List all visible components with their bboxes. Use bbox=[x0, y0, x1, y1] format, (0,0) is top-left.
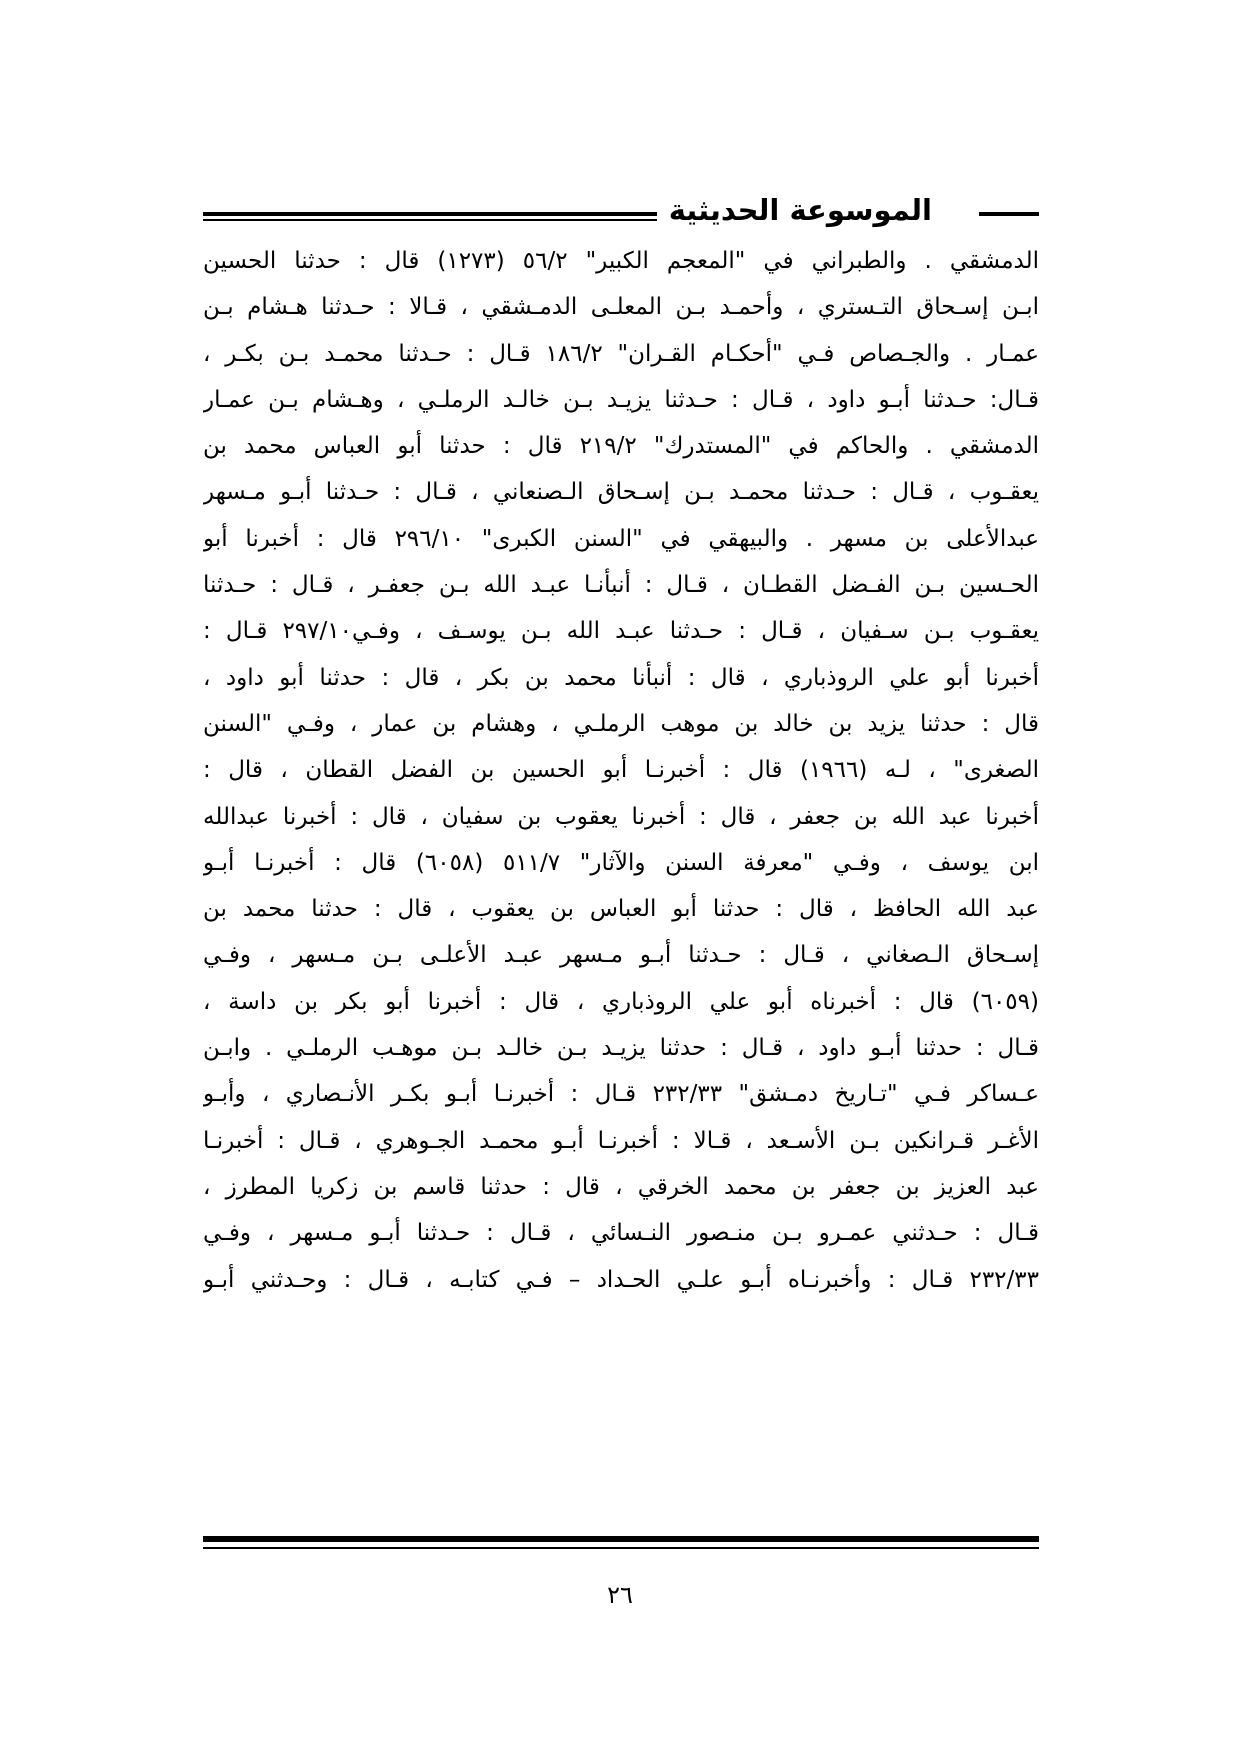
page-number: ٢٦ bbox=[607, 1581, 633, 1609]
text-line-21: عبد العزيز بن جعفر بن محمد الخرقي ، قال : حدثنا قاسم بن زكريا المطرز ، bbox=[203, 1173, 1039, 1200]
running-header-title: الموسوعة الحديثية bbox=[657, 190, 944, 230]
body-text bbox=[203, 238, 1039, 1303]
text-line-2: ابـن إسـحاق التـستري ، وأحمـد بـن المعلـى الدمـشقي ، قـالا : حـدثنا هـشام بـن bbox=[203, 294, 1039, 321]
text-line-10: أخبرنا أبو علي الروذباري ، قال : أنبأنا محمد بن بكر ، قال : حدثنا أبو داود ، bbox=[203, 664, 1039, 691]
header-rule-left-thin bbox=[203, 219, 674, 221]
text-line-12: الصغرى" ، لـه (١٩٦٦) قال : أخبرنـا أبو الحسين بن الفضل القطان ، قال : bbox=[203, 757, 1039, 784]
text-line-13: أخبرنا عبد الله بن جعفر ، قال : أخبرنا يعقوب بن سفيان ، قال : أخبرنا عبدالله bbox=[203, 803, 1039, 830]
text-line-4: قـال: حـدثنا أبـو داود ، قـال : حـدثنا يزيـد بـن خالـد الرملـي ، وهـشام بـن عمـار bbox=[203, 386, 1039, 413]
page-header bbox=[203, 190, 1039, 230]
text-line-17: (٦٠٥٩) قال : أخبرناه أبو علي الروذباري ، قال : أخبرنا أبو بكر بن داسة ، bbox=[203, 988, 1039, 1015]
text-line-18: قـال : حدثنا أبـو داود ، قـال : حدثنا يزيـد بـن خالـد بـن موهـب الرملـي . وابـن bbox=[203, 1035, 1039, 1062]
text-line-16: إسـحاق الـصغاني ، قـال : حـدثنا أبـو مـسهر عبـد الأعلـى بـن مـسهر ، وفـي bbox=[203, 942, 1039, 969]
text-line-11: قال : حدثنا يزيد بن خالد بن موهب الرملـي ، وهشام بن عمار ، وفـي "السنن bbox=[203, 710, 1039, 737]
header-rule-right bbox=[979, 212, 1039, 216]
text-line-14: ابن يوسف ، وفـي "معرفة السنن والآثار" ٥١١/٧ (٦٠٥٨) قال : أخبرنـا أبـو bbox=[203, 849, 1039, 876]
text-line-8: الحـسين بـن الفـضل القطـان ، قـال : أنبأنـا عبـد الله بـن جعفـر ، قـال : حـدثنا bbox=[203, 572, 1039, 599]
text-line-23: ٢٣٢/٣٣ قـال : وأخبرنـاه أبـو علـي الحـداد – فـي كتابـه ، قـال : وحـدثني أبـو bbox=[203, 1266, 1039, 1293]
text-line-22: قـال : حـدثني عمـرو بـن منـصور النـسائي ، قـال : حـدثنا أبـو مـسهر ، وفـي bbox=[203, 1220, 1039, 1247]
text-line-3: عمـار . والجـصاص فـي "أحكـام القـران" ١٨٦/٢ قـال : حـدثنا محمـد بـن بكـر ، bbox=[203, 340, 1039, 367]
footer-rule-thick bbox=[203, 1536, 1039, 1542]
text-line-15: عبد الله الحافظ ، قال : حدثنا أبو العباس بن يعقوب ، قال : حدثنا محمد بن bbox=[203, 896, 1039, 923]
text-line-20: الأغـر قـرانكين بـن الأسـعد ، قـالا : أخبرنـا أبـو محمـد الجـوهري ، قـال : أخبرنـا bbox=[203, 1127, 1039, 1154]
text-line-7: عبدالأعلى بن مسهر . والبيهقي في "السنن الكبرى" ٢٩٦/١٠ قال : أخبرنا أبو bbox=[203, 525, 1039, 552]
text-line-6: يعقـوب ، قـال : حـدثنا محمـد بـن إسـحاق الـصنعاني ، قـال : حـدثنا أبـو مـسهر bbox=[203, 479, 1039, 506]
header-rule-left bbox=[203, 212, 674, 216]
text-line-19: عـساكر فـي "تـاريخ دمـشق" ٢٣٢/٣٣ قـال : أخبرنـا أبـو بكـر الأنـصاري ، وأبـو bbox=[203, 1081, 1039, 1108]
footer-rule-thin bbox=[203, 1547, 1039, 1549]
text-line-5: الدمشقي . والحاكم في "المستدرك" ٢١٩/٢ قال : حدثنا أبو العباس محمد بن bbox=[203, 433, 1039, 460]
text-line-9: يعقـوب بـن سـفيان ، قـال : حـدثنا عبـد الله بـن يوسـف ، وفـي٢٩٧/١٠ قـال : bbox=[203, 618, 1039, 645]
text-line-1: الدمشقي . والطبراني في "المعجم الكبير" ٥٦/٢ (١٢٧٣) قال : حدثنا الحسين bbox=[203, 248, 1039, 274]
